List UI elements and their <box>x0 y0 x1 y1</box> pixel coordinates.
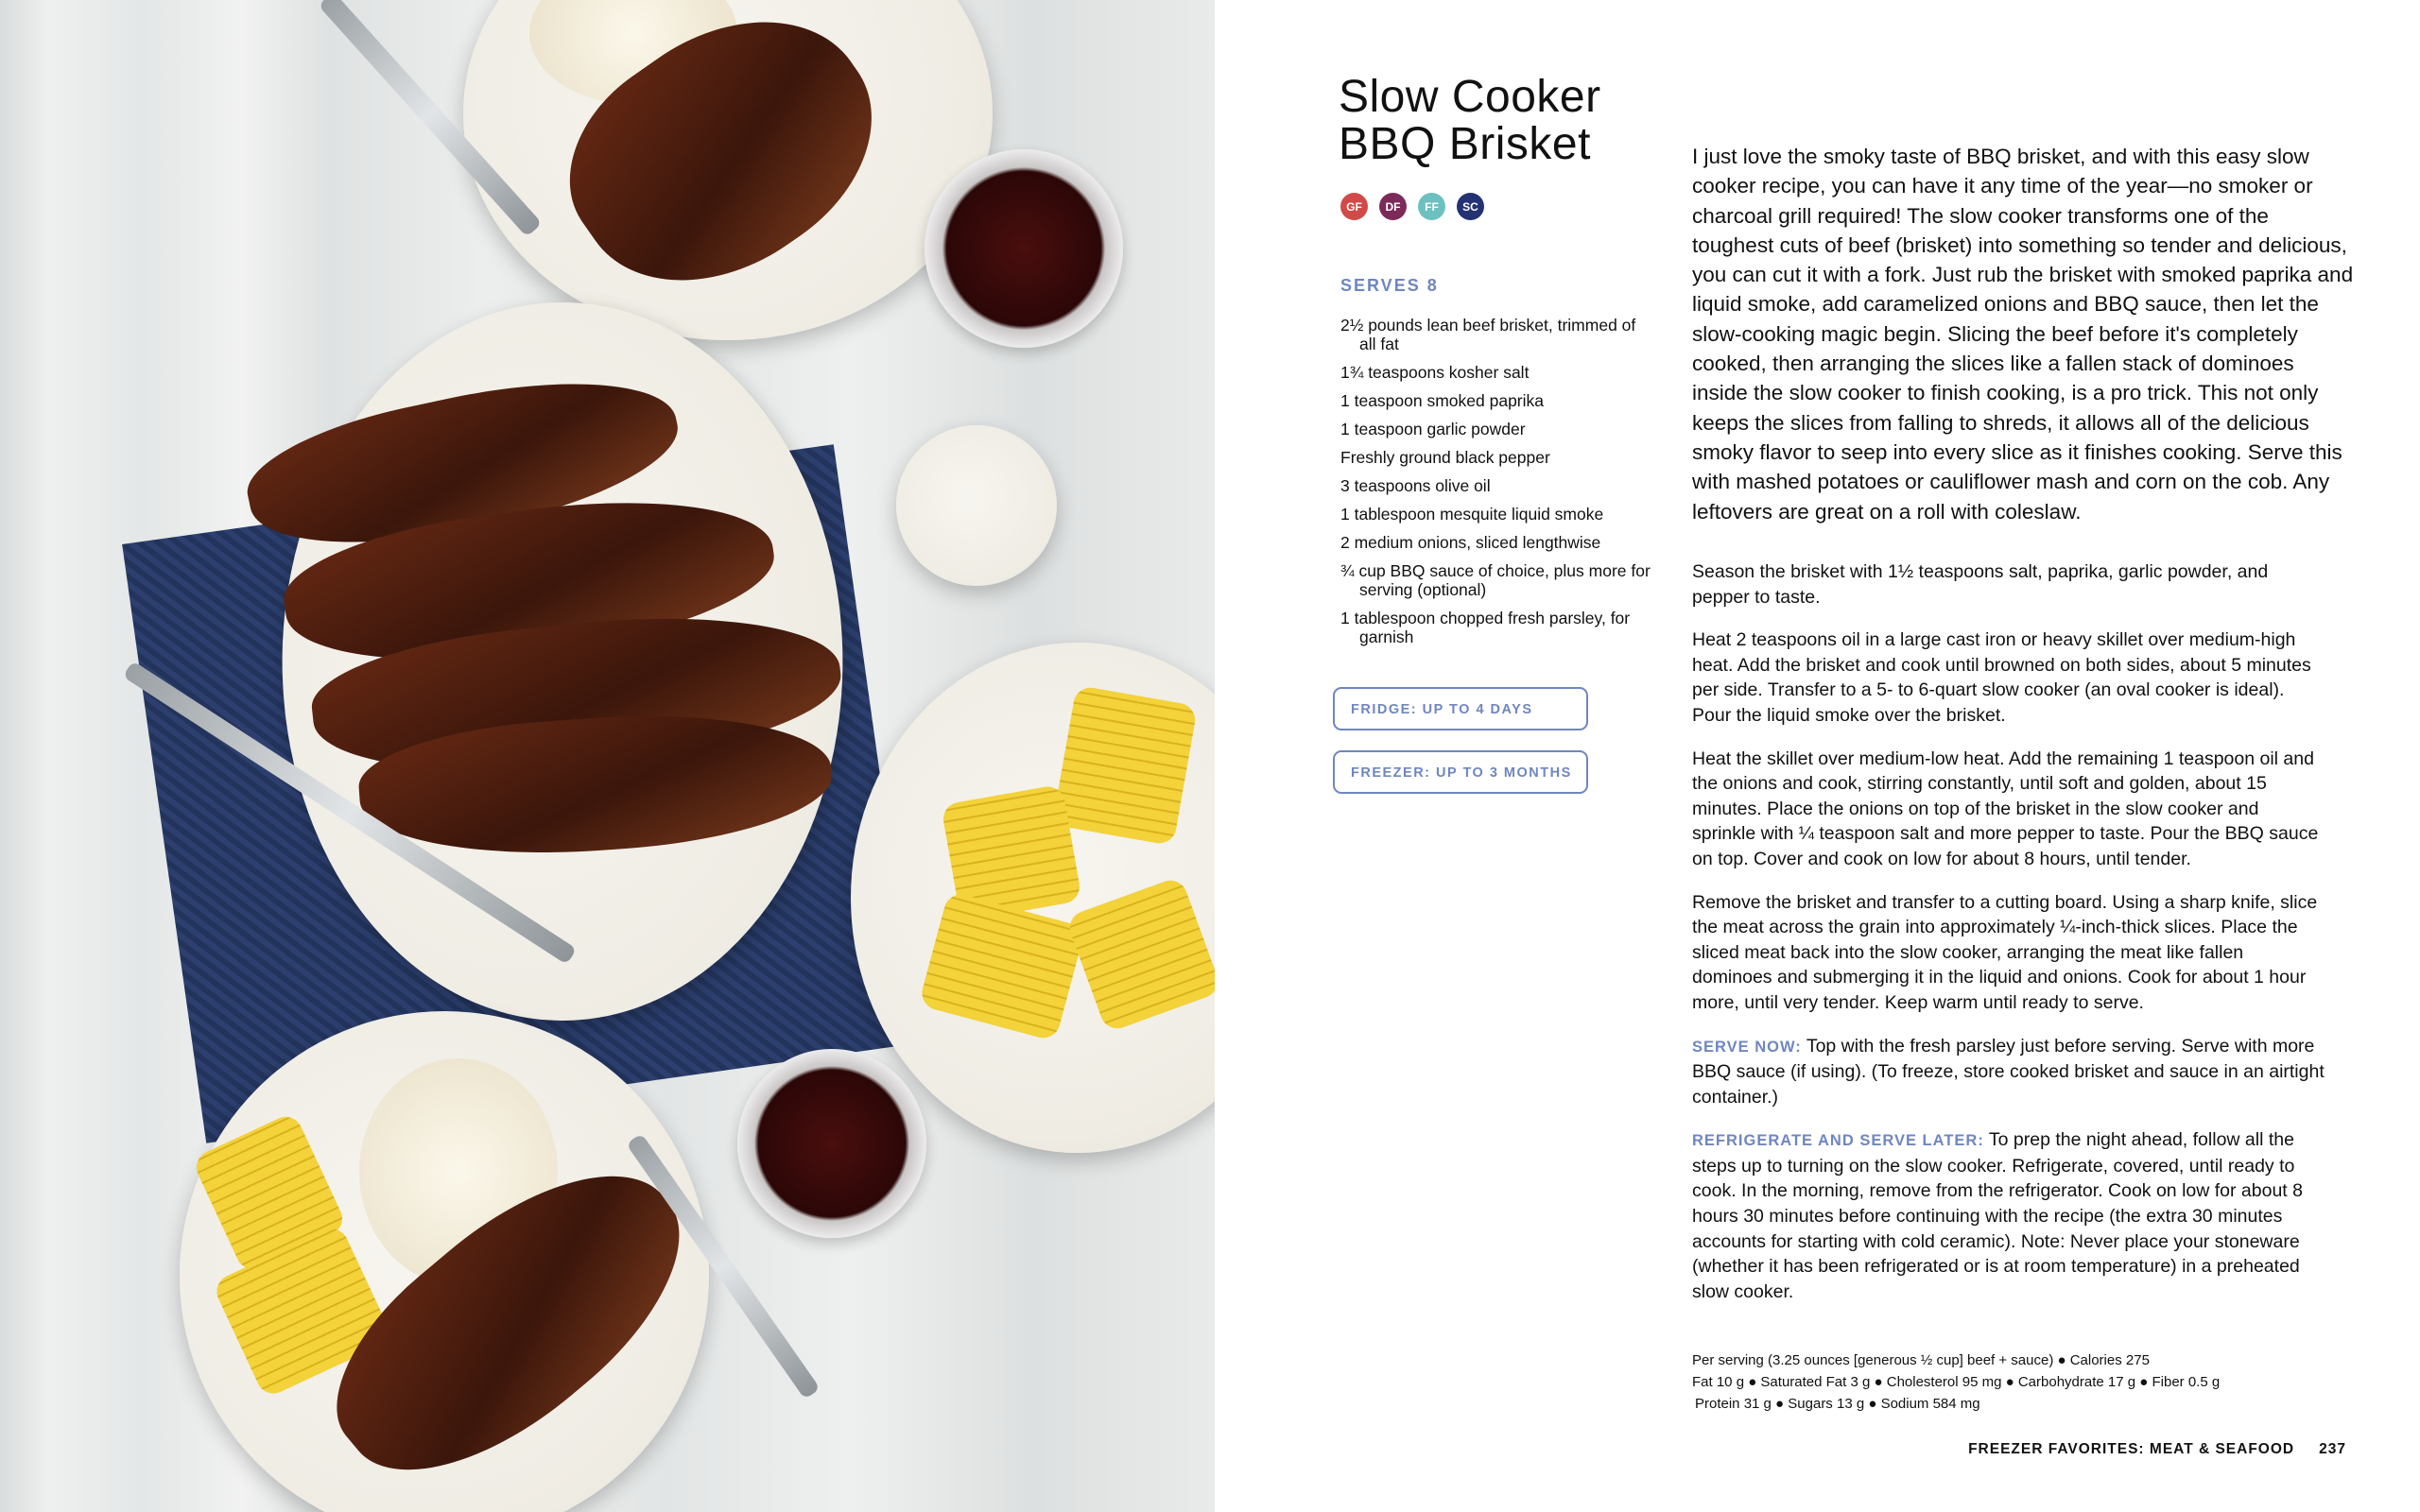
badge-gf: GF <box>1340 193 1368 220</box>
diet-badges <box>1340 193 1484 220</box>
serve-now-text: Top with the fresh parsley just before serving. Serve with more BBQ sauce (if using). (To freeze, store cooked brisket and sauce in an airtight container.) <box>1692 1035 2325 1108</box>
glass-bottom <box>737 1049 926 1238</box>
glass-top <box>925 149 1123 348</box>
recipe-title <box>1339 74 1601 168</box>
ingredient: 1 tablespoon chopped fresh parsley, for garnish <box>1340 609 1631 646</box>
corn <box>1052 685 1198 846</box>
badge-ff: FF <box>1418 193 1445 220</box>
step: Season the brisket with 1½ teaspoons salt, paprika, garlic powder, and pepper to taste. <box>1692 561 2269 608</box>
refrigerate-label: REFRIGERATE AND SERVE LATER: <box>1692 1132 1984 1150</box>
step: Heat 2 teaspoons oil in a large cast iron or heavy skillet over medium-high heat. Add the brisket and cook until browned on both sides, about 5 minutes per side. Transfer to a 5- to 6-quart slow cooker (an oval cooker is ideal). Pour the liquid smoke over the brisket. <box>1692 629 2311 726</box>
ingredient: 2½ pounds lean beef brisket, trimmed of all fat <box>1340 316 1636 353</box>
nutrition-info <box>1692 1349 2373 1415</box>
badge-df: DF <box>1379 193 1407 220</box>
recipe-intro: I just love the smoky taste of BBQ brisket, and with this easy slow cooker recipe, you can have it any time of the year—no smoker or charcoal grill required! The slow cooker transforms one of the toughest cuts of beef (brisket) into something so tender and delicious, you can cut it with a fork. Just rub the brisket with smoked paprika and liquid smoke, add caramelized onions and BBQ sauce, then let the slow-cooking magic begin. Slicing the beef before it's completely cooked, then arranging the slices like a fallen stack of dominoes inside the slow cooker to finish cooking, is a pro trick. This not only keeps the slices from falling to shreds, it allows all of the delicious smoky flavor to seep into every slice as it finishes cooking. Serve this with mashed potatoes or cauliflower mash and corn on the cob. Any leftovers are great on a roll with coleslaw. <box>1692 145 2354 524</box>
ingredient: 1 tablespoon mesquite liquid smoke <box>1340 505 1604 524</box>
refrigerate-text: To prep the night ahead, follow all the steps up to turning on the slow cooker. Refrigerate, covered, until ready to cook. In the morning, remove from the refrigerator. Cook on low for about 8 hours 30 minutes before continuing with the recipe (the extra 30 minutes accounts for starting with cold ceramic). Note: Never place your stoneware (whether it has been refrigerated or is at room temperature) in a preheated slow cooker. <box>1692 1129 2303 1302</box>
title-line-1: Slow Cooker <box>1339 72 1601 122</box>
salt-pepper-dish <box>896 425 1057 586</box>
ingredient: ¾ cup BBQ sauce of choice, plus more for serving (optional) <box>1340 561 1651 599</box>
fridge-storage-badge: FRIDGE: UP TO 4 DAYS <box>1333 687 1588 730</box>
ingredient-list <box>1340 316 1652 656</box>
step: Heat the skillet over medium-low heat. Add the remaining 1 teaspoon oil and the onions and cook, stirring constantly, until soft and golden, about 15 minutes. Place the onions on top of the brisket in the slow cooker and sprinkle with ¼ teaspoon salt and more pepper to taste. Pour the BBQ sauce on top. Cover and cook on low for about 8 hours, until tender. <box>1692 747 2319 869</box>
step: Remove the brisket and transfer to a cutting board. Using a sharp knife, slice the meat across the grain into approximately ¼-inch-thick slices. Place the sliced meat back into the slow cooker, arranging the meat like fallen dominoes and submerging it in the liquid and onions. Cook for about 1 hour more, until very tender. Keep warm until ready to serve. <box>1692 891 2318 1013</box>
nutrition-line: Protein 31 g ● Sugars 13 g ● Sodium 584 mg <box>1695 1396 1980 1412</box>
serve-now-label: SERVE NOW: <box>1692 1038 1802 1056</box>
ingredient: 1 teaspoon smoked paprika <box>1340 391 1544 410</box>
section-title: FREEZER FAVORITES: MEAT & SEAFOOD <box>1968 1441 2295 1457</box>
serve-now <box>1692 1034 2325 1110</box>
serves: SERVES 8 <box>1340 276 1439 295</box>
ingredient: 3 teaspoons olive oil <box>1340 476 1491 495</box>
freezer-storage-badge: FREEZER: UP TO 3 MONTHS <box>1333 750 1588 794</box>
page-number: 237 <box>2319 1441 2346 1457</box>
instructions <box>1692 559 2325 1322</box>
ingredient: Freshly ground black pepper <box>1340 448 1550 467</box>
ingredient: 2 medium onions, sliced lengthwise <box>1340 533 1601 552</box>
ingredient: 1¾ teaspoons kosher salt <box>1340 363 1530 382</box>
nutrition-line: Fat 10 g ● Saturated Fat 3 g ● Cholesterol 95 mg ● Carbohydrate 17 g ● Fiber 0.5 g <box>1692 1374 2221 1390</box>
nutrition-line: Per serving (3.25 ounces [generous ½ cup] beef + sauce) ● Calories 275 <box>1692 1352 2150 1368</box>
refrigerate <box>1692 1127 2325 1304</box>
ingredient: 1 teaspoon garlic powder <box>1340 420 1526 438</box>
title-line-2: BBQ Brisket <box>1339 119 1591 169</box>
badge-sc: SC <box>1457 193 1484 220</box>
page-footer <box>1968 1441 2346 1458</box>
